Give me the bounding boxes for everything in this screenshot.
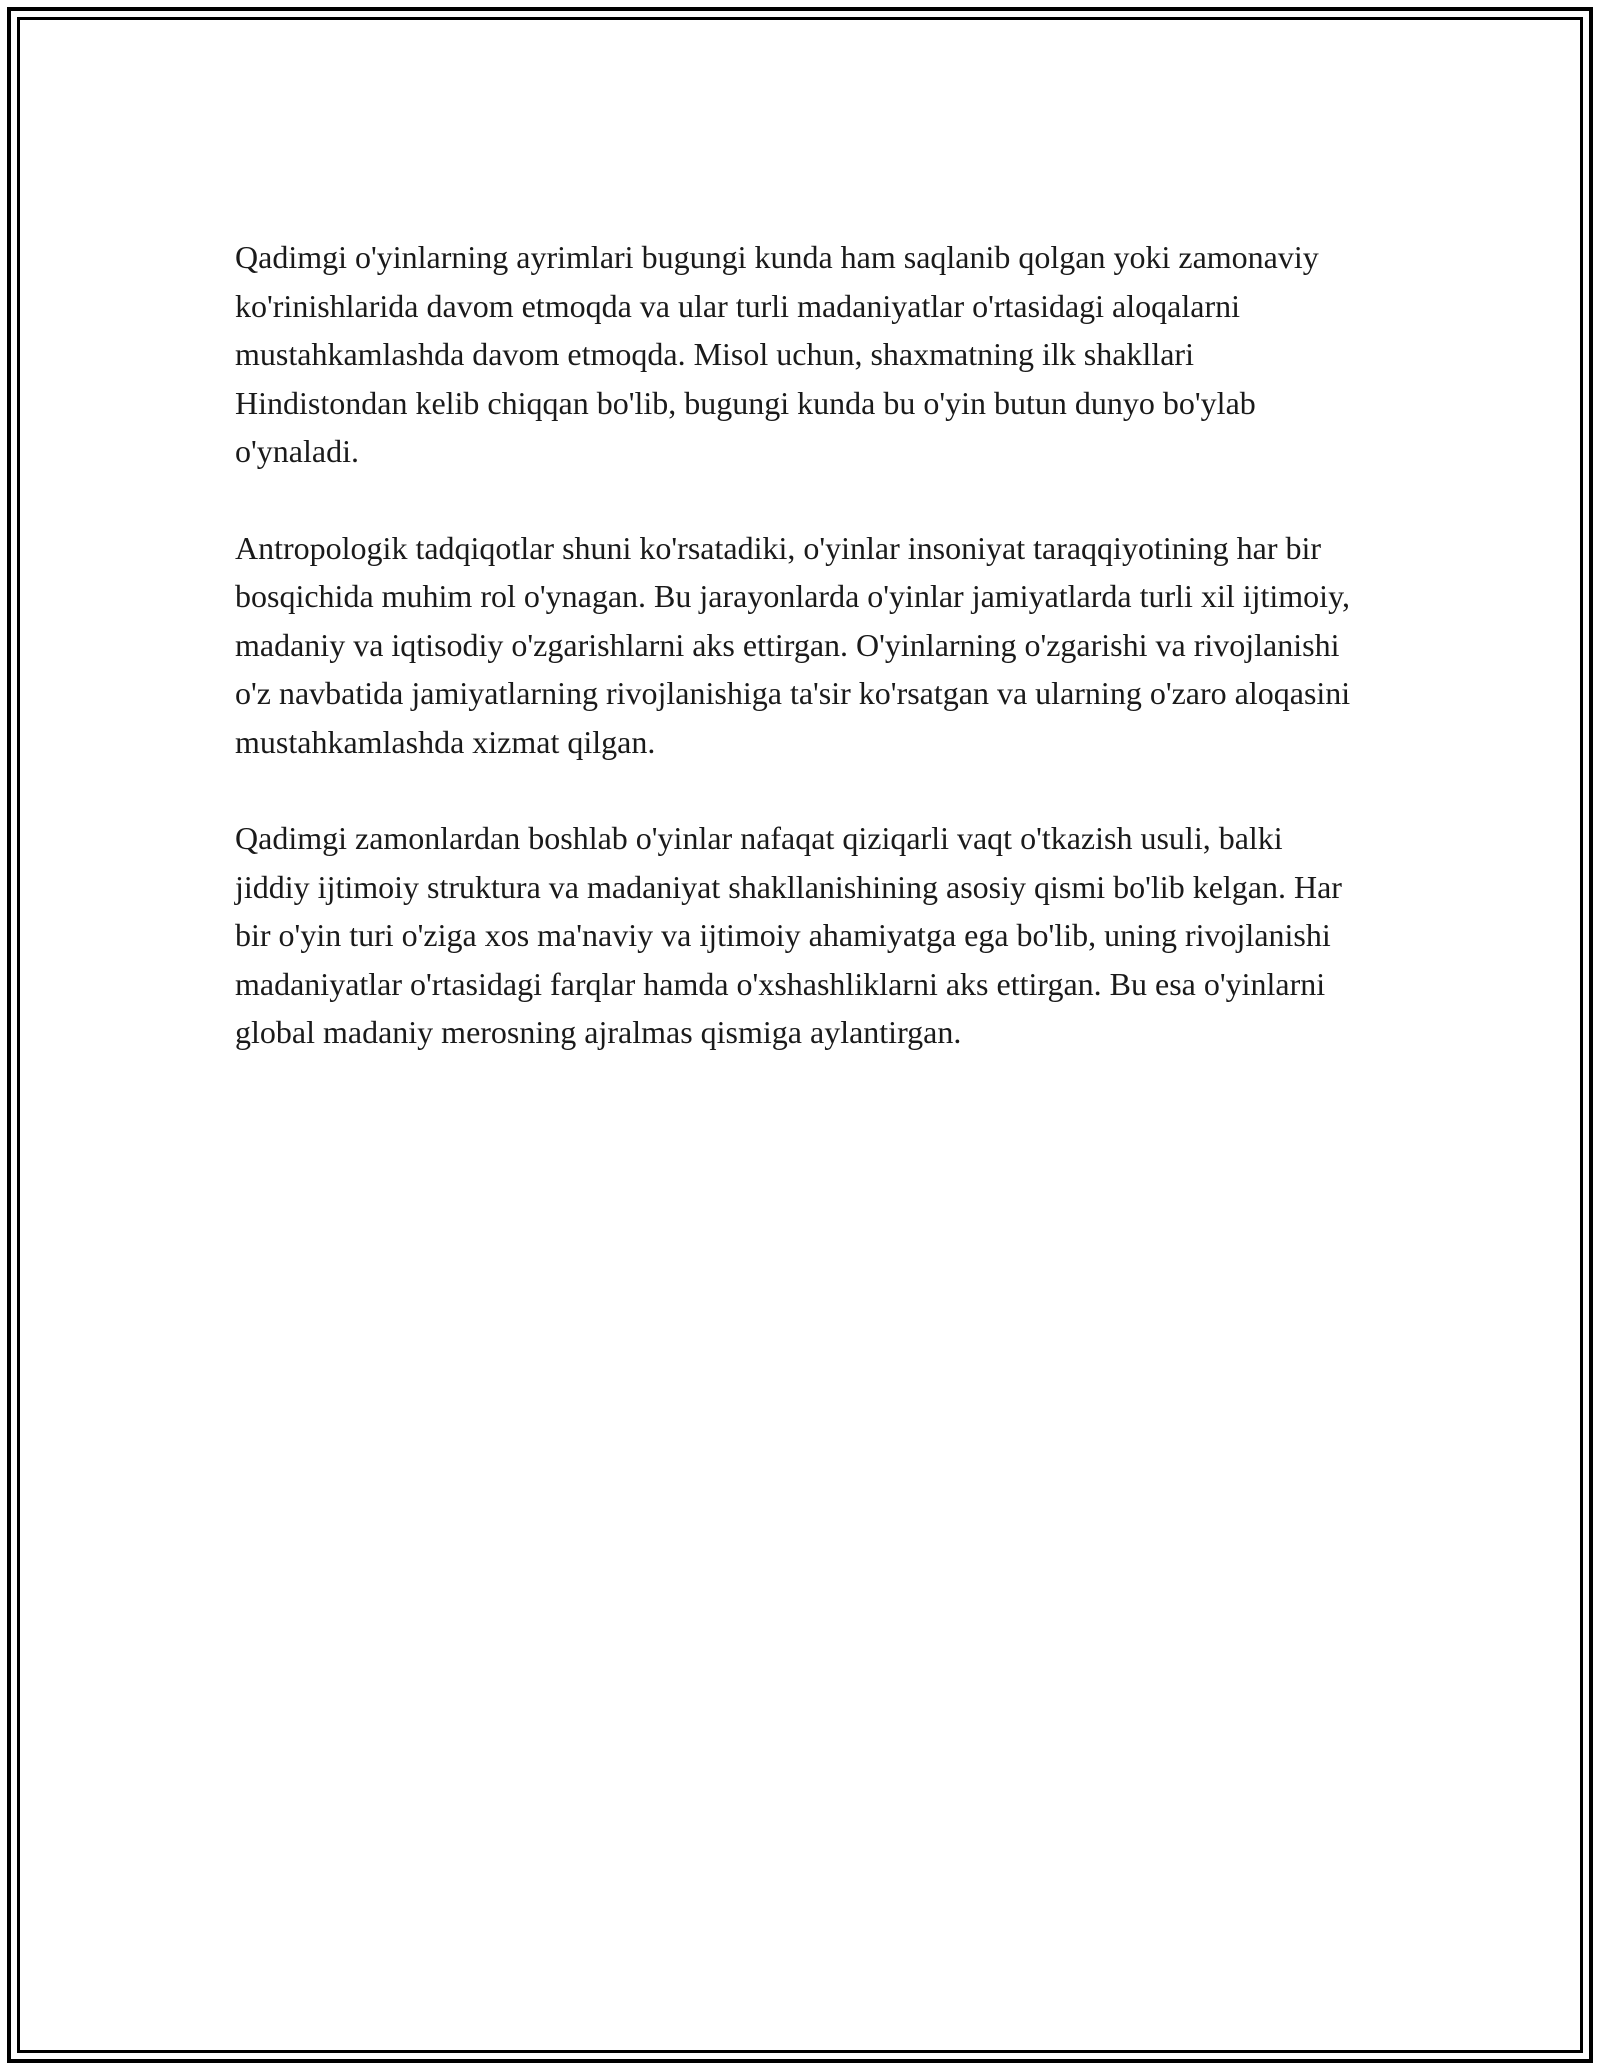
document-body (235, 233, 1365, 1105)
paragraph-1: Qadimgi o'yinlarning ayrimlari bugungi kunda ham saqlanib qolgan yoki zamonaviy ko'rinishlarida davom etmoqda va ular turli madaniyatlar o'rtasidagi aloqalarni mustahkamlashda davom etmoqda. Misol uchun, shaxmatning ilk shakllari Hindistondan kelib chiqqan bo'lib, bugungi kunda bu o'yin butun dunyo bo'ylab o'ynaladi. (235, 239, 1319, 469)
paragraph-3: Qadimgi zamonlardan boshlab o'yinlar nafaqat qiziqarli vaqt o'tkazish usuli, balki jiddiy ijtimoiy struktura va madaniyat shakllanishining asosiy qismi bo'lib kelgan. Har bir o'yin turi o'ziga xos ma'naviy va ijtimoiy ahamiyatga ega bo'lib, uning rivojlanishi madaniyatlar o'rtasidagi farqlar hamda o'xshashliklarni aks ettirgan. Bu esa o'yinlarni global madaniy merosning ajralmas qismiga aylantirgan. (235, 820, 1342, 1050)
paragraph-2: Antropologik tadqiqotlar shuni ko'rsatadiki, o'yinlar insoniyat taraqqiyotining har bir bosqichida muhim rol o'ynagan. Bu jarayonlarda o'yinlar jamiyatlarda turli xil ijtimoiy, madaniy va iqtisodiy o'zgarishlarni aks ettirgan. O'yinlarning o'zgarishi va rivojlanishi o'z navbatida jamiyatlarning rivojlanishiga ta'sir ko'rsatgan va ularning o'zaro aloqasini mustahkamlashda xizmat qilgan. (235, 529, 1351, 760)
